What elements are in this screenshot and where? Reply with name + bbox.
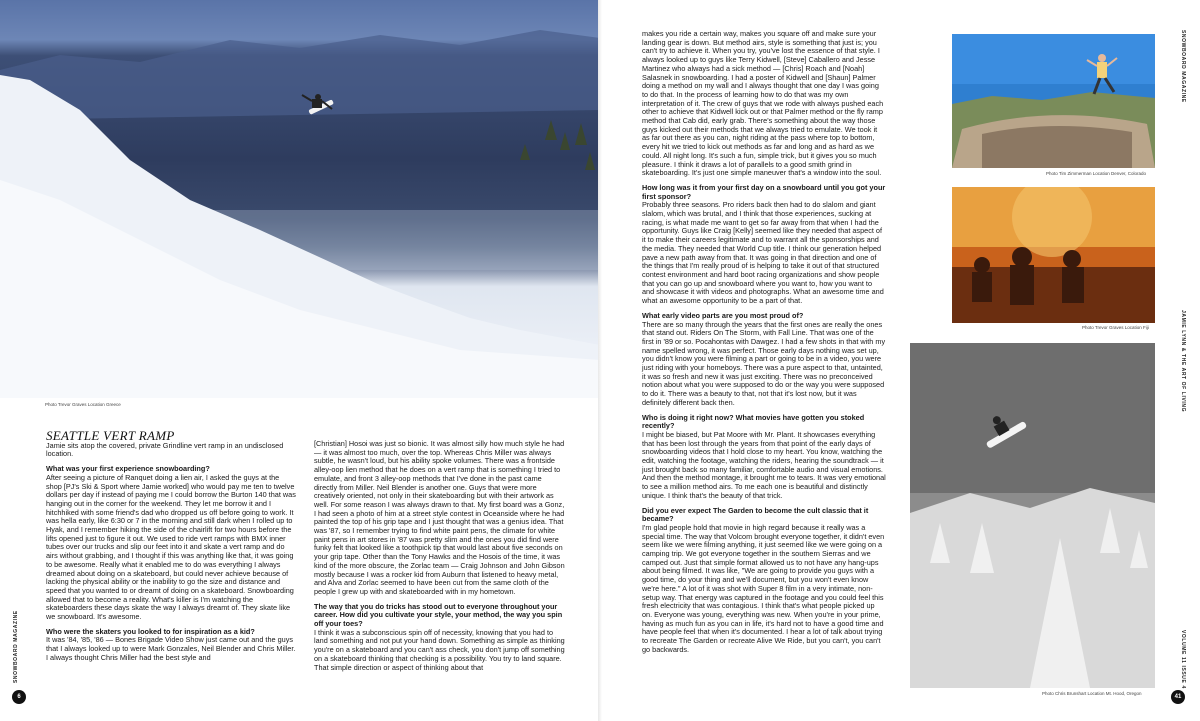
interview-question: Who is doing it right now? What movies have gotten you stoked recently? [642, 412, 865, 431]
interview-answer: There are so many through the years that the first ones are really the ones that stand out. Riders On The Storm, with Fall Line. That was one of the first in '89 or so. Pocahontas with Dawgez. I had a few shots in that with my name spelled wrong, it was perfect. Those early days nothing was set up, you didn't know you were filming a part or going to be in a video, you were just riding with your homeboys. There was a pure aspect to that, untainted, it was so fresh and new it was just exciting. There was no preconceived notion about what you were supposed to do or the way you were supposed to do it. There was a beauty to that, not that it's lost now, but it was definitely different back then. [642, 319, 886, 407]
spine-label-left: SNOWBOARD MAGAZINE [13, 610, 19, 683]
article-column-1 [46, 428, 296, 669]
interview-answer: [Christian] Hosoi was just so bionic. It was almost silly how much style he had — it was almost too much, over the top. Whereas Chris Miller was always subtle, he wasn't loud, but his ability spoke volumes. There was a frontside alley-oop lien method that he does on a vert ramp that is something I tried to emulate, and front 3 alley-oop methods that I've done in the past came directly from Miller. Neil Blender is another one. Guys that were more creatively oriented, not only in their skateboarding but with their artwork as well. For some reason I was always drawn to that. My first board was a Gonz, I had seen a photo of him at a street style contest in Oceanside where he had painted the top of his grip tape and I just thought that was a genius idea. That was '87, so I remember trying to find white paint pens, the climate for white paint pens in art stores in '87 was pretty slim and the ones you did find were funky felt that looked like a toothpick tip that would last about five seconds on your grip tape. Other than the Tony Hawks and the Hosois of the time, it was kind of the more obscure, the Zorlac team — Craig Johnson and John Gibson mostly because I was a rocker kid from Auburn that listened to heavy metal, and Alva and Zorlac seemed to have been cut from the same cloth of the people I grew up with and skateboarded with in my hometown. [314, 439, 565, 596]
article-column-3 [642, 30, 886, 661]
interview-answer: makes you ride a certain way, makes you square off and make sure your landing gear is down. But method airs, style is something that just is; you can't try to achieve it. When you try, you've lost the essence of that style. I always looked up to guys like Terry Kidwell, [Steve] Caballero and Jesse Martinez who always had a sick method — [Chris] Roach and [Noah] Salasnek in snowboarding. I had a poster of Kidwell and [Shaun] Palmer doing a method on my wall and I always thought that one day I was going to do that. In the process of learning how to do that was my own interpretation of it. The crew of guys that we rode with always pushed each other to achieve that Kidwell kick out or that Palmer method or the fly ramp method that Cab did, early grab. There's something about the way those guys kicked out their methods that we always tried to emulate. We took it as far out there as you can, night riding at the pass where top to bottom, every hit we tried to kick out methods as far and long and as hard as we could. All night long. It's such a fun, simple trick, but it gives you so much pleasure. I think it draws a lot of parallels to a good smith grind in skateboarding. It's just one simple maneuver that's a window into the soul. [642, 29, 884, 178]
photo-caption-3: Photo Chris Brunshart Location Mt. Hood, Oregon [1042, 691, 1142, 696]
interview-question: How long was it from your first day on a snowboard until you got your first sponsor? [642, 182, 886, 201]
photo-campfire-group [952, 187, 1155, 323]
interview-answer: I'm glad people hold that movie in high regard because it really was a special time. The way that Volcom brought everyone together, it didn't even seem like we were filming anything, it just seemed like we were going on a camping trip. We got everyone together in the southern Sierras and we camped out. Just that simple format allowed us to not have any hang-ups about being filmed. It was like, "We are going to provide you guys with a good time, do your thing and we'll document, but you won't even know we're here." A lot of it was shot with Super 8 film in a very intimate, non-setup way. That energy was captured in the footage and you could feel this fresh electricity that was contagious. I think that's what people picked up on. Everyone was young, everything was new. When you're in your prime, having as much fun as you can in life, it's hard not to have a good time and have people feel that when it's documented. I hear a lot of talk about trying to recreate The Garden or recreate Alive We Ride, but you can't, you can't go backwards. [642, 522, 885, 654]
interview-answer: I might be biased, but Pat Moore with Mr. Plant. It showcases everything that has been lost through the years from that point of the early days of snowboarding videos that I hold close to my heart. You know, watching the edit, watching the footage, watching the riders, hearing the soundtrack — it just brought back so many familiar, comfortable audio and visual emotions. And then the method montage, it brought me to tears. It was very emotional to see a million method airs. To me each one is beautiful and distinctly unique. I think that's the beauty of that trick. [642, 429, 886, 500]
hero-photo-snowboarder [0, 0, 600, 398]
skatepark-photo-illustration [952, 34, 1155, 168]
interview-question: Who were the skaters you looked to for inspiration as a kid? [46, 626, 255, 636]
photo-caption-2: Photo Trevor Graves Location Fiji [1082, 325, 1149, 330]
page-gutter [598, 0, 602, 721]
article-column-2 [314, 440, 566, 678]
interview-answer: After seeing a picture of Ranquet doing a lien air, I asked the guys at the shop [PJ's Ski & Sport where Jamie worked] who would pay me ten to twelve dollars per day if instead of paying me I could borrow the Burton 140 that was hanging out in the corner for the weekend. They let me borrow it and I hitchhiked with some friend's dad who dropped us off before going to work. It was hella early, like 6:30 or 7 in the morning and still dark when I rolled up to Hyak, and I remember hiking the side of the chairlift for two hours before the lifts opened just to figure it out. We used to ride vert ramps with BMX inner tubes over our trucks and slip our feet into it and skate a vert ramp and do airs without grabbing, and I thought if this was anything like that, it was going to be awesome. Really what it enabled me to do was everything I always dreamed about doing on a skateboard, but could never achieve because of lacking the physical ability or the inability to go the size and distance and speed that you wanted to or dreamt of doing on a skateboard. Snowboarding allowed that to become a reality. What's killer is I'm watching the skateboarders these days skate the way I always dreamt of. They skate like we snowboard. It's awesome. [46, 472, 296, 622]
hero-photo-caption: Photo Trevor Graves Location Greece [45, 402, 121, 407]
interview-question: What early video parts are you most proud of? [642, 310, 804, 320]
snowboard-air-photo-illustration [910, 343, 1155, 688]
interview-answer: Probably three seasons. Pro riders back then had to do slalom and giant slalom, which was brutal, and I think that those experiences, sucking at racing, is what made me want to get so far away from that when I had the opportunity. Guys like Craig [Kelly] seemed like they needed that aspect of it to make their careers legitimate and to warrant all the sponsorships and the media. They needed that World Cup title. I think our generation helped pave a new path away from that. It was going in that direction and one of the things that I'm really proud of is helping to take it out of that structured contest environment and hard boot racing organizations and show people that you can go up and snowboard where you want to, how you want to and showcase it with videos and photographs. What an awesome time and what an awesome opportunity to be a part of that. [642, 200, 884, 306]
hero-photo-illustration [0, 0, 600, 398]
interview-answer: It was '84, '85, '86 — Bones Brigade Video Show just came out and the guys that I always looked up to were Mark Gonzales, Neil Blender and Chris Miller. I always thought Chris Miller had the best style and [46, 635, 296, 662]
campfire-photo-illustration [952, 187, 1155, 323]
interview-answer: I think it was a subconscious spin off of necessity, knowing that you had to land something and not put your hand down. Something as simple as thinking you're on a skateboard and you can't ass check, you don't jump off something on a skateboard thinking that checking is a possibility. You try to land square. That simple direction or aspect of thinking about that [314, 627, 565, 672]
spine-label-right-bottom: VOLUME 11 ISSUE 4 [1180, 630, 1186, 689]
section-subtitle: Jamie sits atop the covered, private Grindline vert ramp in an undisclosed location. [46, 440, 284, 459]
spine-label-right-top: SNOWBOARD MAGAZINE [1180, 30, 1186, 103]
section-title: SEATTLE VERT RAMP [46, 428, 175, 443]
interview-question: What was your first experience snowboarding? [46, 464, 210, 474]
photo-snowboard-air-bw [910, 343, 1155, 688]
interview-question: The way that you do tricks has stood out to everyone throughout your career. How did you cultivate your style, your method, the way you spin off your toes? [314, 601, 563, 629]
photo-skatepark-bowl [952, 34, 1155, 168]
spine-label-right-mid: JAMIE LYNN & THE ART OF LIVING [1180, 310, 1186, 413]
page-number-right: 41 [1171, 690, 1185, 704]
photo-caption-1: Photo Tim Zimmerman Location Denver, Colorado [1046, 171, 1147, 176]
interview-question: Did you ever expect The Garden to become the cult classic that it became? [642, 505, 869, 524]
page-number-left: 6 [12, 690, 26, 704]
